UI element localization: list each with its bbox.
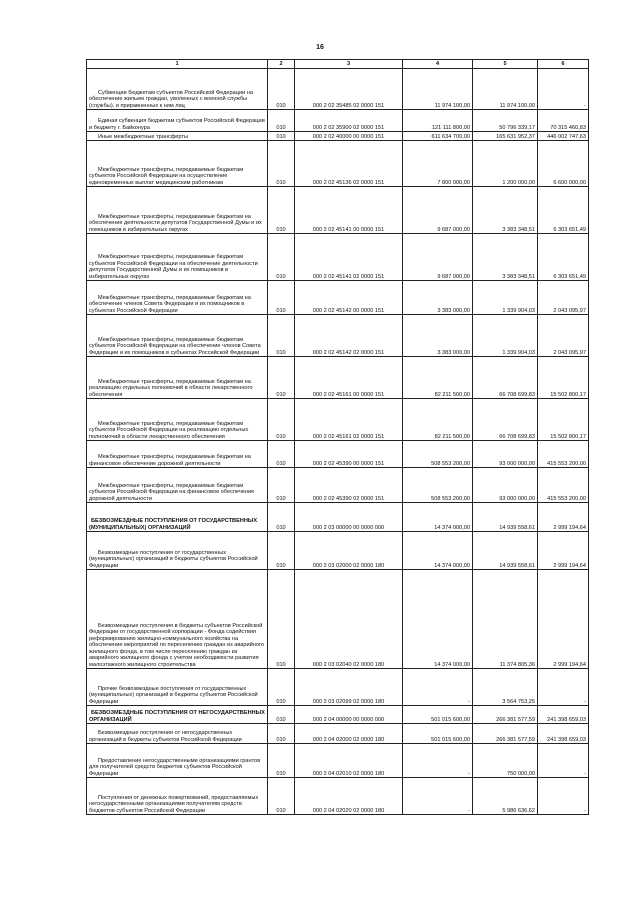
row-value-approved: 3 383 000,00 xyxy=(403,281,473,315)
row-code-cell: 010 xyxy=(268,315,295,357)
row-value-executed: 1 200 000,00 xyxy=(473,141,538,187)
row-kbk-cell: 000 2 02 45142 02 0000 151 xyxy=(295,315,403,357)
row-name-cell: Единая субвенция бюджетам субъектов Российской Федерации и бюджету г. Байконура xyxy=(87,110,268,132)
row-code-cell: 010 xyxy=(268,778,295,815)
row-name-cell: Межбюджетные трансферты, передаваемые бюджетам субъектов Российской Федерации на обеспечение деятельности депутатов Государственной Думы и их помощников в избирательных округах xyxy=(87,234,268,281)
row-name-cell: Безвозмездные поступления от государственных (муниципальных) организаций в бюджеты субъектов Российской Федерации xyxy=(87,532,268,570)
row-kbk-cell: 000 2 02 35900 02 0000 151 xyxy=(295,110,403,132)
row-value-approved: - xyxy=(403,669,473,706)
row-kbk-cell: 000 2 03 00000 00 0000 000 xyxy=(295,503,403,532)
row-kbk-cell: 000 2 02 40000 00 0000 151 xyxy=(295,132,403,141)
table-row xyxy=(87,141,589,187)
row-value-remaining: - xyxy=(538,69,589,110)
row-name-cell: Субвенции бюджетам субъектов Российской Федерации на обеспечение жильем граждан, уволенных с военной службы (службы), и приравненных к ним лиц xyxy=(87,69,268,110)
row-kbk-cell: 000 2 02 45141 00 0000 151 xyxy=(295,187,403,234)
row-value-remaining: 6 303 651,49 xyxy=(538,187,589,234)
row-value-executed: 3 383 348,51 xyxy=(473,234,538,281)
row-kbk-cell: 000 2 04 02010 02 0000 180 xyxy=(295,744,403,778)
row-value-executed: 14 939 558,61 xyxy=(473,503,538,532)
table-row xyxy=(87,399,589,441)
row-value-approved: 82 211 500,00 xyxy=(403,357,473,399)
row-value-executed: 66 708 699,83 xyxy=(473,357,538,399)
row-value-approved: 508 553 200,00 xyxy=(403,468,473,503)
row-value-executed: 3 383 348,51 xyxy=(473,187,538,234)
row-kbk-cell: 000 2 02 45141 02 0000 151 xyxy=(295,234,403,281)
row-value-remaining: 2 999 194,64 xyxy=(538,532,589,570)
row-name-cell: Межбюджетные трансферты, передаваемые бюджетам на обеспечение деятельности депутатов Государственной Думы и их помощников в избирательных округах xyxy=(87,187,268,234)
table-row xyxy=(87,744,589,778)
row-value-remaining: 6 600 000,00 xyxy=(538,141,589,187)
row-name-cell: Межбюджетные трансферты, передаваемые бюджетам на реализацию отдельных полномочий в области лекарственного обеспечения xyxy=(87,357,268,399)
row-value-approved: 501 015 600,00 xyxy=(403,724,473,744)
row-code-cell: 010 xyxy=(268,141,295,187)
table-row xyxy=(87,234,589,281)
row-value-executed: 14 939 558,61 xyxy=(473,532,538,570)
budget-table xyxy=(86,59,589,815)
table-row xyxy=(87,468,589,503)
row-code-cell: 010 xyxy=(268,69,295,110)
row-value-approved: 11 974 100,00 xyxy=(403,69,473,110)
table-row xyxy=(87,778,589,815)
row-value-remaining: 70 315 460,83 xyxy=(538,110,589,132)
row-value-approved: 3 383 000,00 xyxy=(403,315,473,357)
table-row xyxy=(87,532,589,570)
row-name-cell: Предоставление негосударственными организациями грантов для получателей средств бюджетов субъектов Российской Федерации xyxy=(87,744,268,778)
row-name-cell: Безвозмездные поступления в бюджеты субъектов Российской Федерации от государственной корпорации - Фонда содействия реформированию жилищно-коммунального хозяйства на обеспечение мероприятий по переселению граждан из аварийного жилищного фонда, в том числе переселению граждан из аварийного жилищного фонда с учетом необходимости развития малоэтажного жилищного строительства xyxy=(87,570,268,669)
table-row xyxy=(87,281,589,315)
row-value-executed: 50 796 339,17 xyxy=(473,110,538,132)
row-code-cell: 010 xyxy=(268,234,295,281)
table-row xyxy=(87,357,589,399)
row-value-remaining: 2 043 095,97 xyxy=(538,315,589,357)
row-value-remaining: 415 553 200,00 xyxy=(538,441,589,468)
row-value-approved: 501 015 600,00 xyxy=(403,706,473,724)
row-name-cell: БЕЗВОЗМЕЗДНЫЕ ПОСТУПЛЕНИЯ ОТ ГОСУДАРСТВЕННЫХ (МУНИЦИПАЛЬНЫХ) ОРГАНИЗАЦИЙ xyxy=(87,503,268,532)
table-row xyxy=(87,503,589,532)
row-value-approved: - xyxy=(403,744,473,778)
table-row xyxy=(87,69,589,110)
table-row xyxy=(87,315,589,357)
row-name-cell: Межбюджетные трансферты, передаваемые бюджетам на обеспечение членов Совета Федерации и их помощников в субъектах Российской Федерации xyxy=(87,281,268,315)
row-value-remaining: 415 553 200,00 xyxy=(538,468,589,503)
row-code-cell: 010 xyxy=(268,132,295,141)
row-value-remaining: 241 398 659,03 xyxy=(538,724,589,744)
row-code-cell: 010 xyxy=(268,468,295,503)
row-value-executed: 11 374 805,36 xyxy=(473,570,538,669)
row-value-remaining: - xyxy=(538,744,589,778)
row-code-cell: 010 xyxy=(268,281,295,315)
column-header-row xyxy=(87,60,589,69)
row-code-cell: 010 xyxy=(268,532,295,570)
row-value-approved: 14 374 000,00 xyxy=(403,570,473,669)
row-value-executed: 3 564 753,25 xyxy=(473,669,538,706)
row-value-remaining: 15 502 800,17 xyxy=(538,399,589,441)
row-code-cell: 010 xyxy=(268,110,295,132)
row-value-approved: 508 553 200,00 xyxy=(403,441,473,468)
row-code-cell: 010 xyxy=(268,441,295,468)
column-header: 1 xyxy=(87,60,268,69)
row-kbk-cell: 000 2 02 45142 00 0000 151 xyxy=(295,281,403,315)
row-value-approved: 9 687 000,00 xyxy=(403,187,473,234)
row-code-cell: 010 xyxy=(268,669,295,706)
table-row xyxy=(87,669,589,706)
row-value-approved: 611 634 700,00 xyxy=(403,132,473,141)
row-value-remaining: 6 303 651,49 xyxy=(538,234,589,281)
page-number: 16 xyxy=(316,44,324,51)
row-name-cell: Межбюджетные трансферты, передаваемые бюджетам на финансовое обеспечение дорожной деятельности xyxy=(87,441,268,468)
row-kbk-cell: 000 2 02 45161 00 0000 151 xyxy=(295,357,403,399)
row-value-approved: 7 800 000,00 xyxy=(403,141,473,187)
row-kbk-cell: 000 2 02 45161 02 0000 151 xyxy=(295,399,403,441)
row-value-executed: 1 339 904,03 xyxy=(473,315,538,357)
column-header: 5 xyxy=(473,60,538,69)
row-kbk-cell: 000 2 02 45390 02 0000 151 xyxy=(295,468,403,503)
row-code-cell: 010 xyxy=(268,744,295,778)
row-kbk-cell: 000 2 03 02040 02 0000 180 xyxy=(295,570,403,669)
table-row xyxy=(87,570,589,669)
row-name-cell: Поступления от денежных пожертвований, предоставляемых негосударственными организациями получателям средств бюджетов субъектов Российской Федерации xyxy=(87,778,268,815)
row-name-cell: Межбюджетные трансферты, передаваемые бюджетам субъектов Российской Федерации на финансовое обеспечение дорожной деятельности xyxy=(87,468,268,503)
table-row xyxy=(87,724,589,744)
row-value-remaining: 15 502 800,17 xyxy=(538,357,589,399)
row-value-approved: 121 111 800,00 xyxy=(403,110,473,132)
column-header: 3 xyxy=(295,60,403,69)
row-value-executed: 165 631 952,37 xyxy=(473,132,538,141)
row-value-remaining: 2 999 194,64 xyxy=(538,503,589,532)
row-value-remaining: - xyxy=(538,778,589,815)
column-header: 4 xyxy=(403,60,473,69)
row-name-cell: БЕЗВОЗМЕЗДНЫЕ ПОСТУПЛЕНИЯ ОТ НЕГОСУДАРСТВЕННЫХ ОРГАНИЗАЦИЙ xyxy=(87,706,268,724)
row-value-executed: 1 339 904,03 xyxy=(473,281,538,315)
column-header: 2 xyxy=(268,60,295,69)
column-header: 6 xyxy=(538,60,589,69)
row-value-approved: 9 687 000,00 xyxy=(403,234,473,281)
table-row xyxy=(87,441,589,468)
row-name-cell: Иные межбюджетные трансферты xyxy=(87,132,268,141)
row-value-remaining: - xyxy=(538,669,589,706)
row-value-remaining: 241 398 659,03 xyxy=(538,706,589,724)
row-value-executed: 5 986 636,62 xyxy=(473,778,538,815)
row-value-remaining: 2 043 095,97 xyxy=(538,281,589,315)
row-code-cell: 010 xyxy=(268,399,295,441)
row-kbk-cell: 000 2 02 45390 00 0000 151 xyxy=(295,441,403,468)
row-value-remaining: 2 999 194,64 xyxy=(538,570,589,669)
row-kbk-cell: 000 2 04 00000 00 0000 000 xyxy=(295,706,403,724)
row-kbk-cell: 000 2 04 02020 02 0000 180 xyxy=(295,778,403,815)
row-value-executed: 750 000,00 xyxy=(473,744,538,778)
row-kbk-cell: 000 2 02 45136 02 0000 151 xyxy=(295,141,403,187)
row-value-executed: 66 708 699,83 xyxy=(473,399,538,441)
row-kbk-cell: 000 2 03 02000 02 0000 180 xyxy=(295,532,403,570)
row-value-executed: 93 000 000,00 xyxy=(473,441,538,468)
row-code-cell: 010 xyxy=(268,357,295,399)
table-row xyxy=(87,187,589,234)
table-row xyxy=(87,706,589,724)
row-code-cell: 010 xyxy=(268,570,295,669)
row-value-approved: 14 374 000,00 xyxy=(403,532,473,570)
row-value-remaining: 446 002 747,63 xyxy=(538,132,589,141)
row-value-executed: 93 000 000,00 xyxy=(473,468,538,503)
row-code-cell: 010 xyxy=(268,503,295,532)
row-name-cell: Межбюджетные трансферты, передаваемые бюджетам субъектов Российской Федерации на обеспечение членов Совета Федерации и их помощников в субъектах Российской Федерации xyxy=(87,315,268,357)
row-value-executed: 266 381 577,59 xyxy=(473,706,538,724)
row-value-executed: 266 381 577,59 xyxy=(473,724,538,744)
row-name-cell: Межбюджетные трансферты, передаваемые бюджетам субъектов Российской Федерации на реализацию отдельных полномочий в области лекарственного обеспечения xyxy=(87,399,268,441)
row-name-cell: Межбюджетные трансферты, передаваемые бюджетам субъектов Российской Федерации на осуществление единовременных выплат медицинским работникам xyxy=(87,141,268,187)
row-kbk-cell: 000 2 02 35485 02 0000 151 xyxy=(295,69,403,110)
row-value-approved: 14 374 000,00 xyxy=(403,503,473,532)
row-value-executed: 11 974 100,00 xyxy=(473,69,538,110)
row-value-approved: - xyxy=(403,778,473,815)
row-kbk-cell: 000 2 04 02000 02 0000 180 xyxy=(295,724,403,744)
table-row xyxy=(87,110,589,132)
row-name-cell: Безвозмездные поступления от негосударственных организаций в бюджеты субъектов Российской Федерации xyxy=(87,724,268,744)
row-value-approved: 82 211 500,00 xyxy=(403,399,473,441)
row-code-cell: 010 xyxy=(268,187,295,234)
row-code-cell: 010 xyxy=(268,724,295,744)
table-row xyxy=(87,132,589,141)
row-kbk-cell: 000 2 03 02099 02 0000 180 xyxy=(295,669,403,706)
row-code-cell: 010 xyxy=(268,706,295,724)
row-name-cell: Прочие безвозмездные поступления от государственных (муниципальных) организаций в бюджеты субъектов Российской Федерации xyxy=(87,669,268,706)
